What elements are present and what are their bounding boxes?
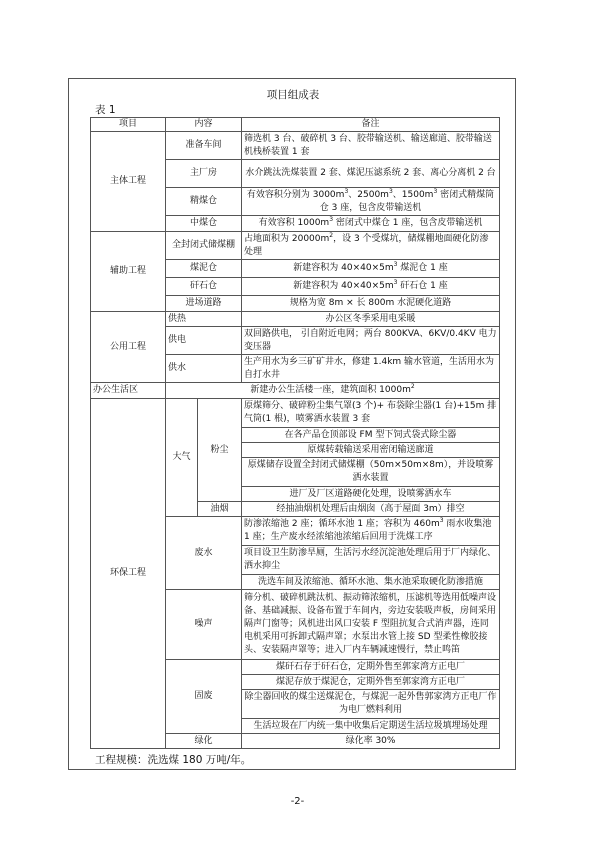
- row-note: 有效容积 $1000m^3$ 密闭式中煤仓 1 座，包含皮带输送机: [242, 216, 500, 232]
- dust-label: 粉尘: [198, 399, 242, 502]
- table-label: 表 1: [95, 104, 116, 116]
- row-note: 生产用水为乡三矿矿井水，修建 1.4km 输水管道，生活用水为自打水井: [242, 355, 500, 383]
- row-note: 在各产品仓顶部设 FM 型下饲式袋式除尘器: [242, 428, 500, 443]
- noise-label: 噪声: [166, 590, 242, 660]
- document-frame: [68, 78, 516, 770]
- row-note: 防渗浓缩池 2 座；循环水池 1 座；容积为 $460m^3$ 雨水收集池 1 座；生产废水经浓缩池浓缩后回用于洗煤工序: [242, 517, 500, 546]
- row-note: 双回路供电， 引自附近电网；两台 800KVA、6KV/0.4KV 电力变压器: [242, 327, 500, 355]
- row-name: 全封闭式储煤棚: [166, 232, 242, 260]
- row-note: 原煤储存设置全封闭式储煤棚（50m×50m×8m），并设喷雾洒水装置: [242, 458, 500, 487]
- group-env: 环保工程: [91, 399, 166, 749]
- row-note: 除尘器回收的煤尘送煤泥仓，与煤泥一起外售郭家湾方正电厂作为电厂燃料利用: [242, 690, 500, 719]
- table-row: [91, 132, 500, 160]
- table-header-row: [91, 118, 500, 132]
- row-note: 水介跳汰洗煤装置 2 套、煤泥压滤系统 2 套、离心分离机 2 台: [242, 160, 500, 188]
- row-note: 筛分机、破碎机跳汰机、振动筛浓缩机，压滤机等选用低噪声设备、基础减振、设备布置于车间内，旁边安装吸声板，房间采用隔声门窗等；风机进出风口安装 F 型阻抗复合式消声器，连同电机采用可拆卸式隔声罩；水泵出水管上接 SD 型柔性橡胶接头、安装隔声罩等；进入厂内车辆减速慢行，禁止鸣笛: [242, 590, 500, 660]
- table-row: [91, 312, 500, 327]
- row-note: 洗选车间及浓缩池、循环水池、集水池采取硬化防渗措施: [242, 575, 500, 590]
- table-row: [91, 399, 500, 428]
- row-note: 生活垃圾在厂内统一集中收集后定期送生活垃圾填埋场处理: [242, 719, 500, 734]
- row-note: 新建办公生活楼一座，建筑面积 $1000m^2$: [166, 383, 500, 399]
- row-name: 供热: [166, 312, 242, 327]
- row-name: 供水: [166, 355, 242, 383]
- header-content: 内容: [166, 118, 242, 132]
- row-note: 煤泥存放于煤泥仓，定期外售至郭家湾方正电厂: [242, 675, 500, 690]
- solid-waste-label: 固废: [166, 660, 242, 734]
- project-scale: 工程规模：洗选煤 180 万吨/年。: [95, 754, 252, 766]
- header-remarks: 备注: [242, 118, 500, 132]
- row-note: 占地面积为 $20000m^2$，设 3 个受煤坑，储煤棚地面硬化防渗处理: [242, 232, 500, 260]
- row-note: 项目设卫生防渗旱厕，生活污水经沉淀池处理后用于厂内绿化、洒水抑尘: [242, 546, 500, 575]
- row-name: 进场道路: [166, 296, 242, 312]
- greening-label: 绿化: [166, 734, 242, 749]
- row-note: 新建容积为 $40\times 40\times 5m^3$ 矸石仓 1 座: [242, 278, 500, 296]
- row-name: 中煤仓: [166, 216, 242, 232]
- row-note: 煤矸石存于矸石仓，定期外售至郭家湾方正电厂: [242, 660, 500, 675]
- table-row: [91, 383, 500, 399]
- page-title: 项目组成表: [266, 89, 320, 101]
- row-name: 主厂房: [166, 160, 242, 188]
- row-note: 办公区冬季采用电采暖: [242, 312, 500, 327]
- row-name: 准备车间: [166, 132, 242, 160]
- air-label: 大气: [166, 399, 198, 517]
- fume-label: 油烟: [198, 502, 242, 517]
- project-composition-table: [90, 117, 500, 749]
- row-note: 新建容积为 $40\times 40\times 5m^3$ 煤泥仓 1 座: [242, 260, 500, 278]
- group-aux: 辅助工程: [91, 232, 166, 312]
- row-note: 有效容积分别为 $3000m^3$、$2500m^3$、$1500m^3$ 密闭式精煤筒仓 3 座，包含皮带输送机: [242, 188, 500, 216]
- row-note: 规格为宽 8m × 长 800m 水泥硬化道路: [242, 296, 500, 312]
- row-note: 绿化率 30%: [242, 734, 500, 749]
- row-note: 筛选机 3 台、破碎机 3 台、胶带输送机、输送廊道、胶带输送机栈桥装置 1 套: [242, 132, 500, 160]
- row-name: 办公生活区: [91, 383, 166, 399]
- row-name: 供电: [166, 327, 242, 355]
- row-note: 经抽油烟机处理后由烟囱（高于屋面 3m）排空: [242, 502, 500, 517]
- row-note: 进厂及厂区道路硬化处理，设喷雾洒水车: [242, 487, 500, 502]
- group-public: 公用工程: [91, 312, 166, 383]
- table-row: [91, 232, 500, 260]
- row-name: 矸石仓: [166, 278, 242, 296]
- row-name: 煤泥仓: [166, 260, 242, 278]
- header-project: 项目: [91, 118, 166, 132]
- row-note: 原煤筛分、破碎粉尘集气罩(3 个)+ 布袋除尘器(1 台)+15m 排气筒(1 根)，喷雾洒水装置 3 套: [242, 399, 500, 428]
- group-main: 主体工程: [91, 132, 166, 232]
- row-name: 精煤仓: [166, 188, 242, 216]
- page-number: -2-: [290, 796, 305, 807]
- wastewater-label: 废水: [166, 517, 242, 590]
- row-note: 原煤转载输送采用密闭输送廊道: [242, 443, 500, 458]
